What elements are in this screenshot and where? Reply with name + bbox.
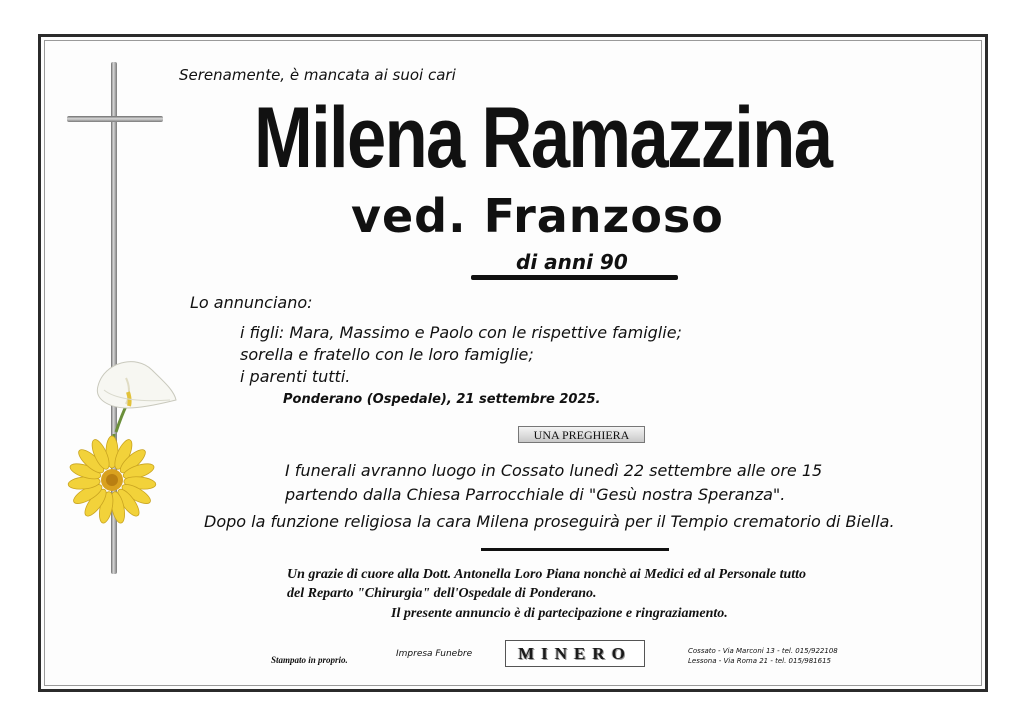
cross-bar: [67, 116, 163, 122]
announcement-list: [240, 322, 682, 388]
cremation-text: Dopo la funzione religiosa la cara Milena proseguirà per il Tempio crematorio di Biella.: [204, 512, 895, 531]
announcement-line: sorella e fratello con le loro famiglie;: [240, 345, 534, 364]
company-label: Impresa Funebre: [396, 649, 473, 659]
company-addresses: [688, 646, 838, 666]
company-logo: [505, 640, 645, 667]
address-line: Cossato - Via Marconi 13 - tel. 015/922108: [688, 647, 838, 655]
funeral-line: partendo dalla Chiesa Parrocchiale di "Gesù nostra Speranza".: [285, 485, 786, 504]
thanks-line: del Reparto "Chirurgia" dell'Ospedale di Ponderano.: [287, 586, 597, 601]
calla-lily-icon: [90, 356, 182, 440]
thanks-line: Un grazie di cuore alla Dott. Antonella Loro Piana nonchè ai Medici ed al Personale tutto: [287, 567, 807, 582]
announcement-line: i parenti tutti.: [240, 367, 351, 386]
funeral-line: I funerali avranno luogo in Cossato lunedì 22 settembre alle ore 15: [285, 461, 823, 480]
deceased-name: Milena Ramazzina: [254, 90, 832, 186]
divider: [481, 548, 669, 551]
widow-of: ved. Franzoso: [351, 189, 724, 243]
yellow-daisy-icon: [64, 432, 160, 524]
funeral-details: [285, 459, 822, 507]
intro-text: Serenamente, è mancata ai suoi cari: [179, 66, 456, 84]
age-text: di anni 90: [516, 250, 628, 274]
announcement-line: i figli: Mara, Massimo e Paolo con le rispettive famiglie;: [240, 323, 682, 342]
printed-note: Stampato in proprio.: [271, 655, 348, 665]
place-date: Ponderano (Ospedale), 21 settembre 2025.: [283, 392, 601, 407]
company-logo-text: MINERO: [518, 644, 632, 663]
announcement-heading: Lo annunciano:: [190, 293, 313, 312]
age-underline: [471, 275, 678, 280]
thanks-text: [287, 565, 806, 603]
address-line: Lessona - Via Roma 21 - tel. 015/981615: [688, 657, 831, 665]
participation-text: Il presente annuncio è di partecipazione e ringraziamento.: [391, 606, 728, 621]
prayer-button[interactable]: UNA PREGHIERA: [518, 426, 645, 443]
